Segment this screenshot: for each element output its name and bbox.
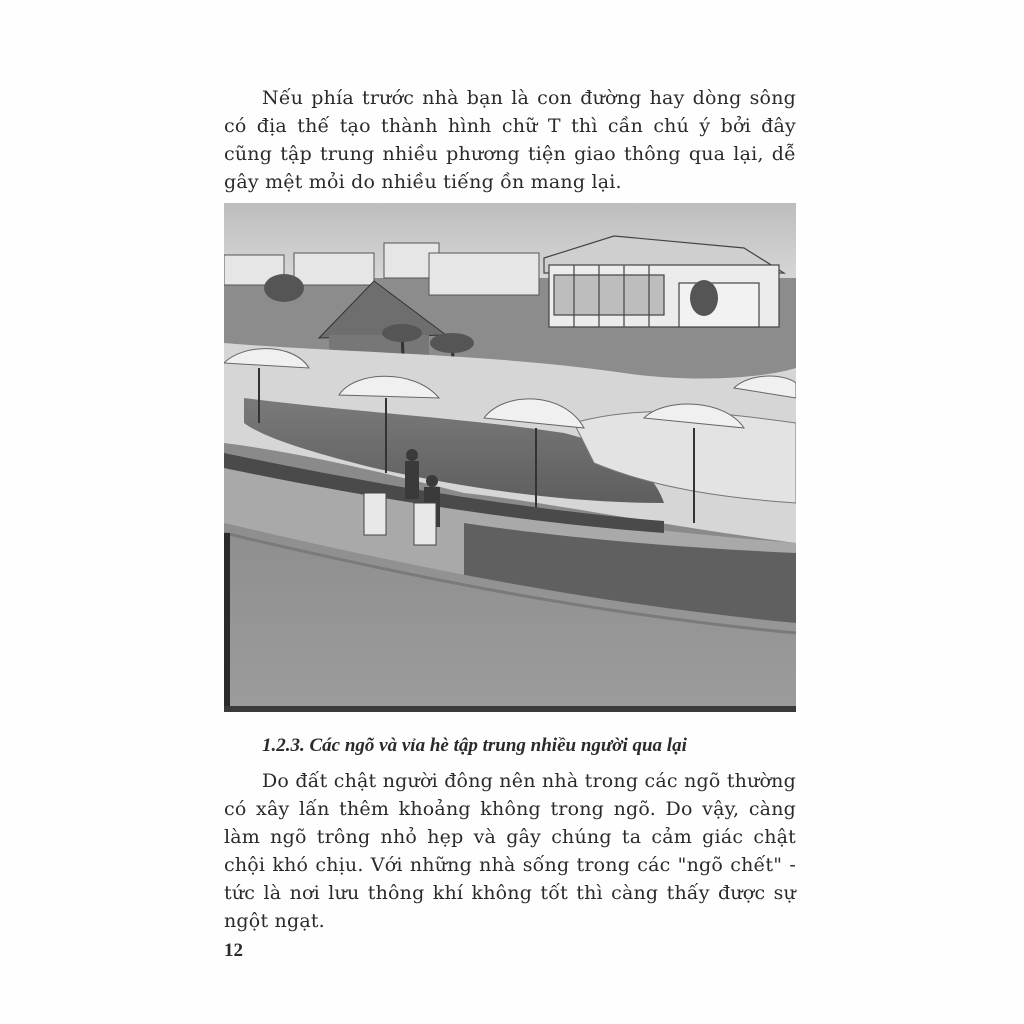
intro-paragraph: Nếu phía trước nhà bạn là con đường hay dòng sông có địa thế tạo thành hình chữ T thì cần chú ý bởi đây cũng tập trung nhiều phương tiện giao thông qua lại, dễ gây mệt mỏi do nhiều tiếng ồn mang lại. (224, 87, 796, 193)
section-heading: 1.2.3. Các ngõ và vỉa hè tập trung nhiều người qua lại (262, 735, 687, 756)
resort-photo (224, 203, 796, 712)
body-paragraph: Do đất chật người đông nên nhà trong các ngõ thường có xây lấn thêm khoảng không trong ngõ. Do vậy, càng làm ngõ trông nhỏ hẹp và gây chúng ta cảm giác chật chội khó chịu. Với những nhà sống trong các "ngõ chết" - tức là nơi lưu thông khí không tốt thì càng thấy được sự ngột ngạt. (224, 770, 796, 932)
page-number: 12 (224, 940, 243, 961)
